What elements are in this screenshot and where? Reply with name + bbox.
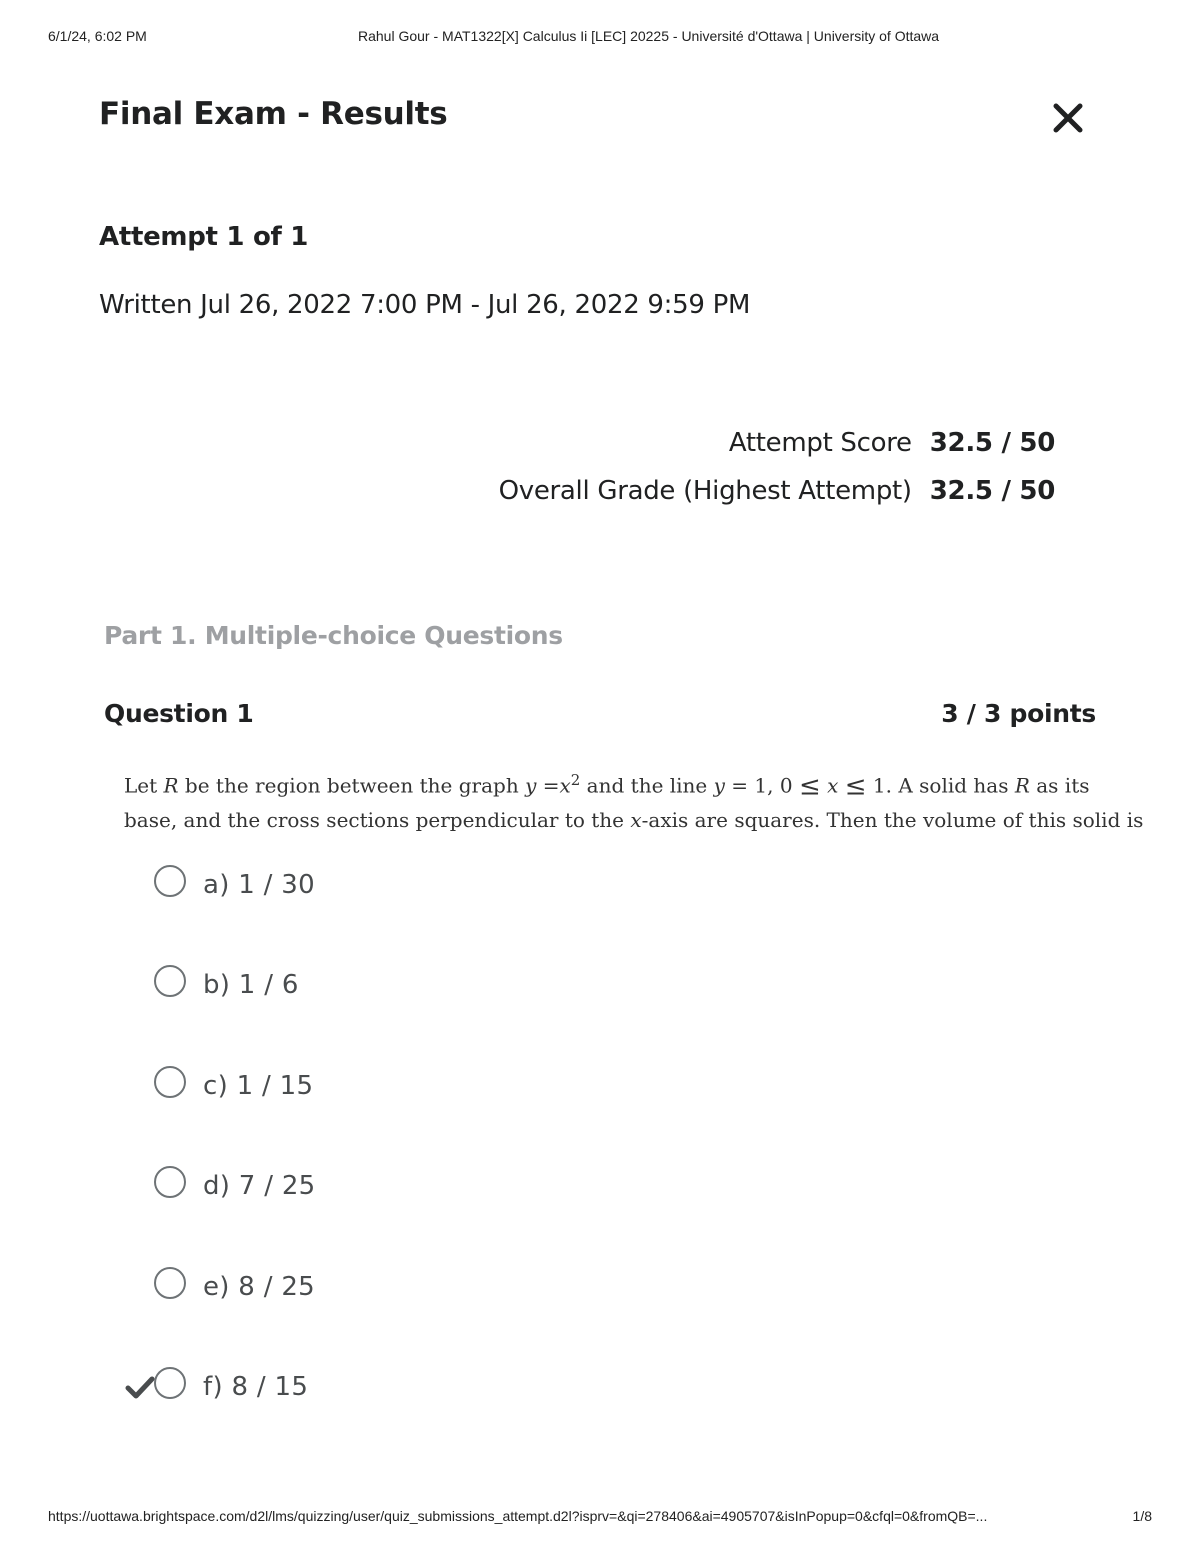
radio-button[interactable]	[154, 965, 186, 997]
answer-option-b[interactable]	[125, 965, 625, 1009]
radio-button[interactable]	[154, 1066, 186, 1098]
score-summary	[499, 428, 1055, 524]
question-prompt-line-2: base, and the cross sections perpendicular to the x-axis are squares. Then the volume of this solid is	[124, 807, 1144, 832]
answer-option-e[interactable]	[125, 1267, 625, 1311]
print-date: 6/1/24, 6:02 PM	[48, 28, 147, 44]
page-title: Final Exam - Results	[99, 96, 448, 132]
question-prompt	[124, 764, 1144, 837]
answer-option-label: a) 1 / 30	[203, 870, 315, 900]
question-prompt-line-1: Let R be the region between the graph $y =x^2$ and the line y = 1, 0 ≤ x ≤ 1. A solid has R as its	[124, 771, 1090, 802]
print-document-title: Rahul Gour - MAT1322[X] Calculus Ii [LEC] 20225 - Université d'Ottawa | University of Ottawa	[358, 28, 940, 44]
written-date-range: Written Jul 26, 2022 7:00 PM - Jul 26, 2022 9:59 PM	[99, 290, 751, 320]
question-header	[104, 699, 1096, 733]
question-title: Question 1	[104, 699, 254, 728]
answer-option-label: b) 1 / 6	[203, 970, 299, 1000]
question-points: 3 / 3 points	[941, 699, 1096, 728]
checkmark-icon	[125, 1375, 155, 1401]
answer-option-d[interactable]	[125, 1166, 625, 1210]
radio-button[interactable]	[154, 1166, 186, 1198]
overall-grade-row	[499, 476, 1055, 524]
answer-option-label: f) 8 / 15	[203, 1372, 309, 1402]
radio-button[interactable]	[154, 1367, 186, 1399]
section-heading: Part 1. Multiple-choice Questions	[104, 621, 563, 650]
answer-option-label: e) 8 / 25	[203, 1272, 316, 1302]
attempt-score-value: 32.5 / 50	[929, 428, 1055, 458]
print-url: https://uottawa.brightspace.com/d2l/lms/quizzing/user/quiz_submissions_attempt.d2l?isprv=&qi=278406&ai=4905707&isInPopup=0&cfql=0&fromQB=...	[48, 1508, 988, 1524]
attempt-score-row	[499, 428, 1055, 476]
radio-button[interactable]	[154, 865, 186, 897]
radio-button[interactable]	[154, 1267, 186, 1299]
print-page-number: 1/8	[1132, 1508, 1152, 1524]
close-icon[interactable]	[1046, 96, 1090, 140]
leq-symbol: ≤	[798, 771, 821, 802]
overall-grade-value: 32.5 / 50	[929, 476, 1055, 506]
attempt-score-label: Attempt Score	[728, 428, 912, 458]
print-header	[48, 28, 1152, 48]
answer-option-a[interactable]	[125, 865, 625, 909]
answer-option-label: d) 7 / 25	[203, 1171, 316, 1201]
attempt-heading: Attempt 1 of 1	[99, 222, 309, 252]
answer-option-c[interactable]	[125, 1066, 625, 1110]
answer-option-f[interactable]	[125, 1367, 625, 1411]
answer-option-label: c) 1 / 15	[203, 1071, 314, 1101]
overall-grade-label: Overall Grade (Highest Attempt)	[498, 476, 912, 506]
leq-symbol: ≤	[844, 771, 867, 802]
print-footer	[48, 1508, 1152, 1528]
